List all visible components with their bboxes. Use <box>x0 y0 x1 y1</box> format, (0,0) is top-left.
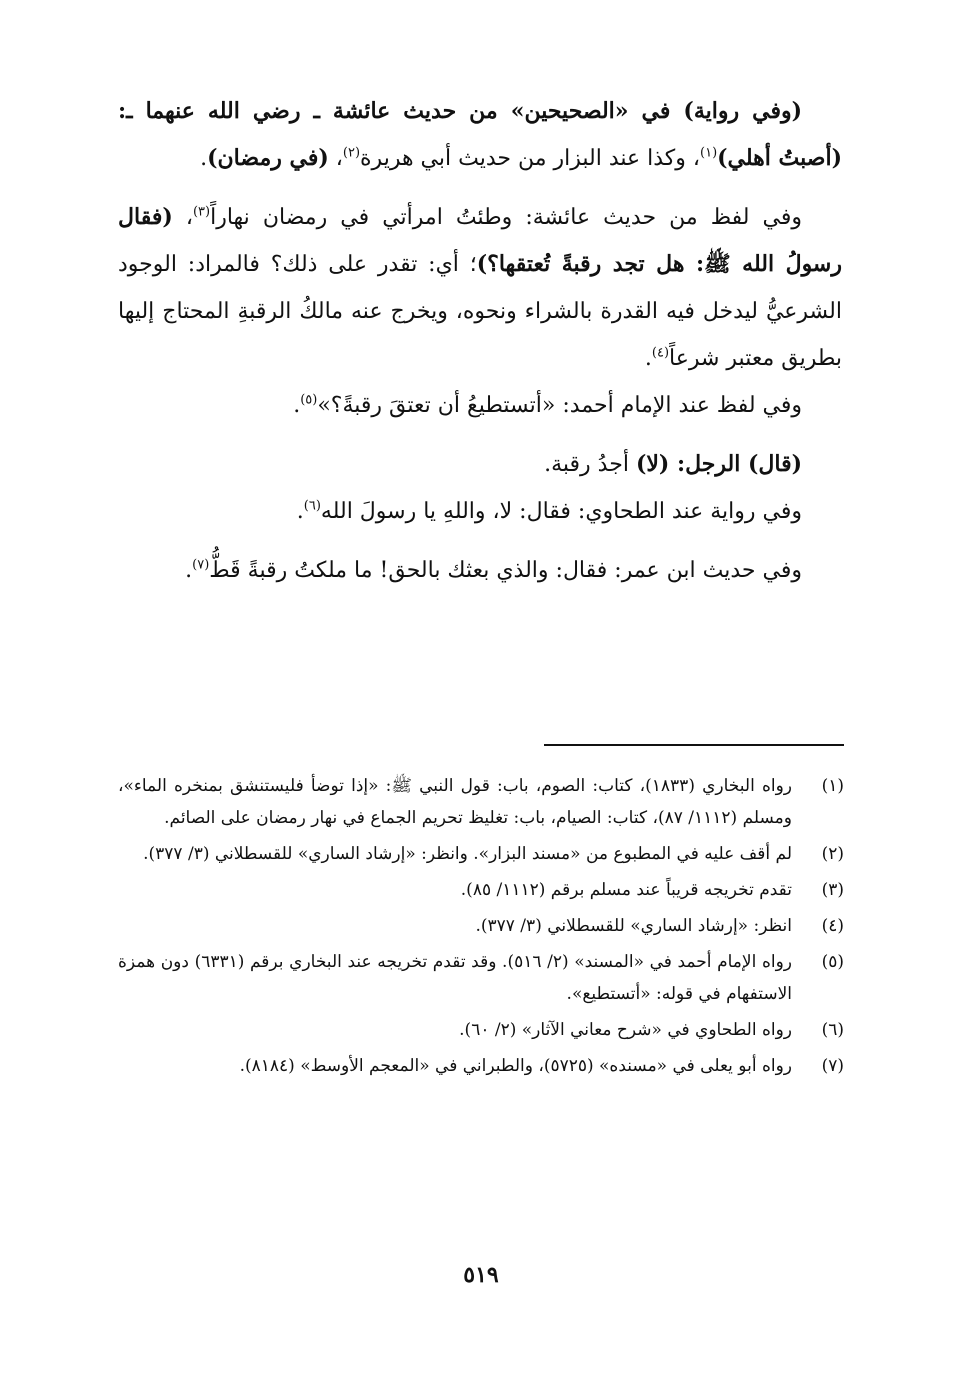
text-span: ، وكذا عند البزار من حديث أبي هريرة <box>360 146 700 171</box>
footnote-number: (٢) <box>821 844 844 864</box>
text-span: أجدُ رقبة. <box>544 452 636 477</box>
text-span: ؛ أي: تقدر على ذلك؟ فالمراد: الوجود الشرعيُّ ليدخل فيه القدرة بالشراء ونحوه، ويخرج عنه مالكُ الرقبةِ المحتاج إليها بطريق معتبر شرعاً <box>118 252 842 371</box>
footnote-text: رواه الإمام أحمد في «المسند» (٢/ ٥١٦). وقد تقدم تخريجه عند البخاري برقم (٦٣٣١) دون همزة الاستفهام في قوله: «أتستطيع». <box>118 952 792 1004</box>
quote-span: (لا) <box>635 451 670 477</box>
quote-span: (أصبتُ أهلي) <box>717 145 842 171</box>
footnote-number: (١) <box>821 776 844 796</box>
text-span: ، <box>172 205 193 230</box>
text-span: وفي حديث ابن عمر: فقال: والذي بعثك بالحق! ما ملكتُ رقبةً قَطُّ <box>209 558 802 583</box>
text-span: وفي لفظ عند الإمام أحمد: «أتستطيعُ أن تعتقَ رقبةً؟» <box>317 393 802 418</box>
text-span: . <box>200 146 208 171</box>
footnote-text: رواه الطحاوي في «شرح معاني الآثار» (٢/ ٦٠). <box>459 1020 792 1040</box>
text-span: وفي رواية عند الطحاوي: فقال: لا، واللهِ يا رسولَ الله <box>320 499 802 524</box>
paragraph-1 <box>118 88 842 182</box>
footnote-number: (٧) <box>821 1056 844 1076</box>
text-span: (وفي رواية) في «الصحيحين» من حديث عائشة ـ رضي الله عنهما ـ: <box>118 98 802 124</box>
footnote-item <box>118 874 844 906</box>
text-span: ، <box>328 146 343 171</box>
text-span: . <box>293 393 301 418</box>
paragraph-4 <box>118 441 842 488</box>
footnotes <box>118 770 844 1086</box>
footnote-marker: (٥) <box>300 392 318 408</box>
footnote-marker: (٦) <box>303 498 321 514</box>
text-span: . <box>296 499 304 524</box>
text-span: وفي لفظ من حديث عائشة: وطئتُ امرأتي في رمضان نهاراً <box>210 205 803 230</box>
quote-span: (في رمضان) <box>207 145 329 171</box>
footnote-marker: (٣) <box>192 204 211 220</box>
footnote-item <box>118 770 844 834</box>
footnote-text: انظر: «إرشاد الساري» للقسطلاني (٣/ ٣٧٧). <box>475 916 792 936</box>
footnote-text: تقدم تخريجه قريباً عند مسلم برقم (١١١٢/ ٨٥). <box>460 880 792 900</box>
text-span: . <box>644 346 652 371</box>
footnote-marker: (١) <box>700 145 718 161</box>
footnote-text: رواه أبو يعلى في «مسنده» (٥٧٢٥)، والطبراني في «المعجم الأوسط» (٨١٨٤). <box>239 1056 792 1076</box>
paragraph-3 <box>118 382 842 429</box>
footnote-number: (٣) <box>821 880 844 900</box>
page-number: ٥١٩ <box>463 1262 499 1288</box>
paragraph-5 <box>118 488 842 535</box>
footnote-marker: (٢) <box>342 145 361 161</box>
footnote-number: (٥) <box>821 952 844 972</box>
footnote-separator <box>544 744 844 746</box>
paragraph-2 <box>118 194 842 382</box>
footnote-item <box>118 1014 844 1046</box>
footnote-marker: (٤) <box>651 345 670 361</box>
footnote-text: رواه البخاري (١٨٣٣)، كتاب: الصوم، باب: قول النبي ﷺ: «إذا توضأ فليستنشق بمنخره الماء»، ومسلم (١١١٢/ ٨٧)، كتاب: الصيام، باب: تغليظ تحريم الجماع في نهار رمضان على الصائم. <box>118 776 792 828</box>
paragraph-6 <box>118 547 842 594</box>
footnote-number: (٤) <box>821 916 844 936</box>
footnote-item <box>118 838 844 870</box>
footnote-item <box>118 1050 844 1082</box>
footnote-item <box>118 946 844 1010</box>
text-span: . <box>185 558 193 583</box>
footnote-marker: (٧) <box>192 557 210 573</box>
footnote-text: لم أقف عليه في المطبوع من «مسند البزار». وانظر: «إرشاد الساري» للقسطلاني (٣/ ٣٧٧). <box>143 844 792 864</box>
main-text <box>118 88 842 594</box>
footnote-number: (٦) <box>821 1020 844 1040</box>
quote-span: (فقال رسولُ الله ﷺ: هل تجد رقبةً تُعتقها؟) <box>118 204 842 277</box>
quote-span: (قال) الرجل: <box>669 451 802 477</box>
footnote-item <box>118 910 844 942</box>
